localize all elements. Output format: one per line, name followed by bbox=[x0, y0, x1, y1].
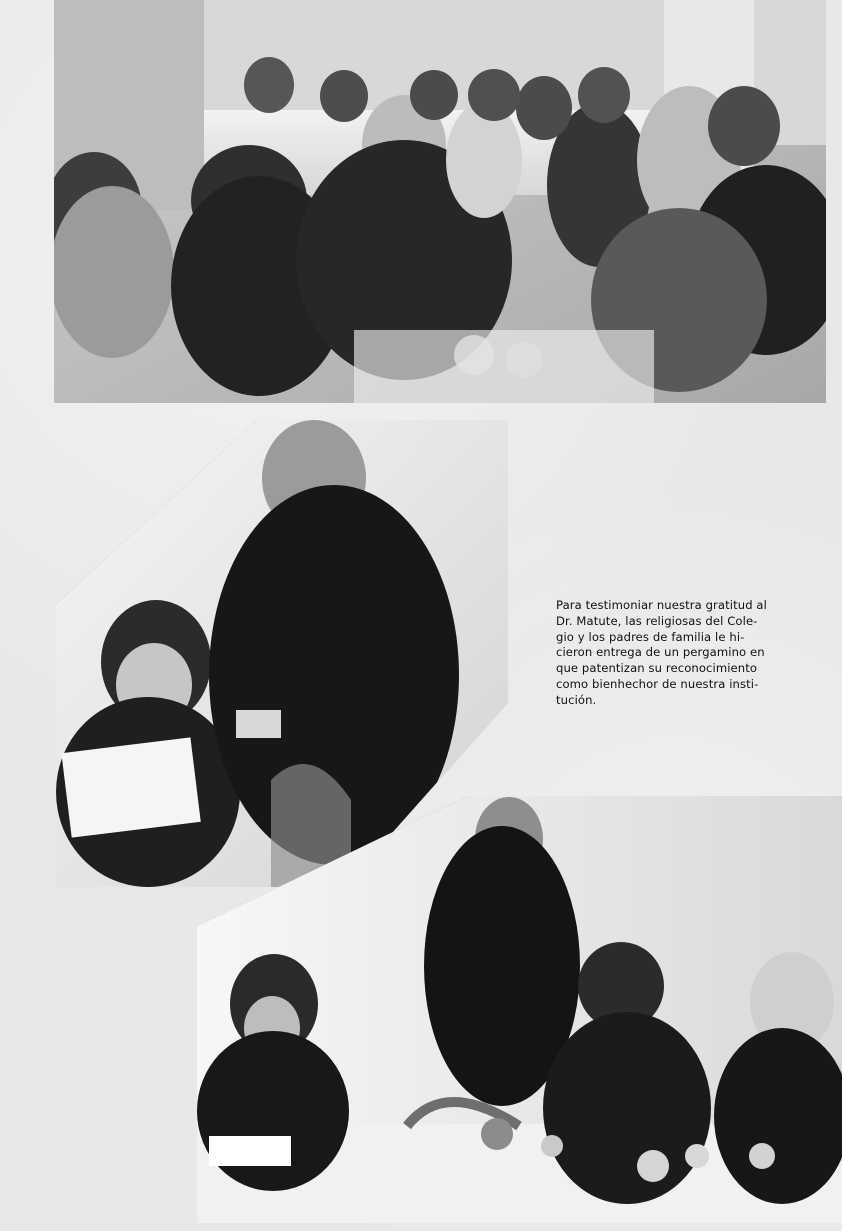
caption-line-4: cieron entrega de un pergamino en bbox=[556, 645, 765, 660]
caption-line-3: gio y los padres de familia le hi- bbox=[556, 629, 745, 644]
caption-line-1: Para testimoniar nuestra gratitud al bbox=[556, 598, 767, 612]
caption-line-5: que patentizan su reconocimiento bbox=[556, 661, 758, 676]
banquet-table-image bbox=[54, 0, 826, 403]
photo-caption bbox=[556, 598, 787, 709]
caption-line-6: como bienhechor de nuestra insti- bbox=[556, 676, 759, 691]
caption-line-2: Dr. Matute, las religiosas del Cole- bbox=[556, 613, 758, 628]
banquet-table-photo bbox=[54, 0, 826, 403]
caption-line-7: tución. bbox=[556, 692, 597, 707]
